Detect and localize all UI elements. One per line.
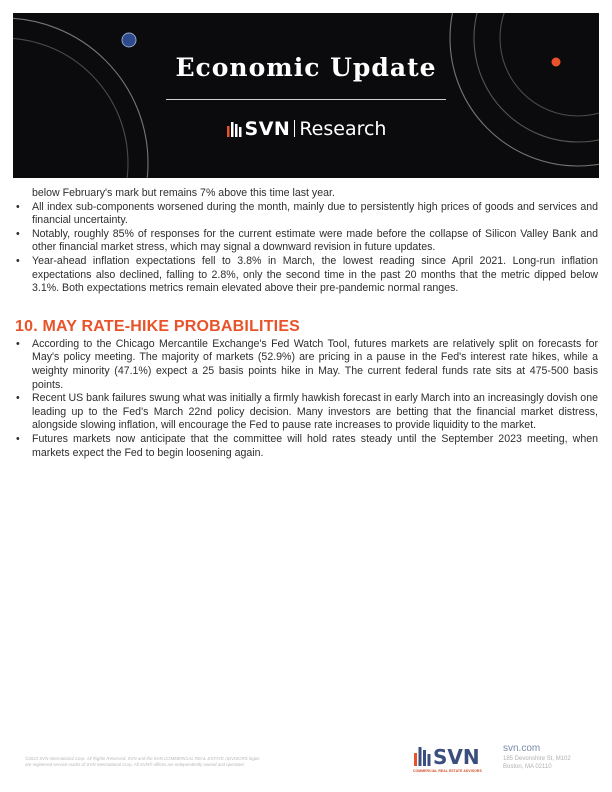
svn-logo-icon	[226, 121, 242, 137]
footer-logo-text: SVN	[433, 745, 480, 768]
page-title: Economic Update	[175, 53, 437, 82]
bullet-icon: •	[16, 200, 20, 213]
bullet-icon: •	[16, 227, 20, 240]
brand-separator	[294, 120, 295, 137]
header-banner	[13, 13, 599, 178]
section-heading: 10. MAY RATE-HIKE PROBABILITIES	[15, 317, 301, 335]
list-item: • Recent US bank failures swung what was initially a firmly hawkish forecast in early March into an increasingly dovish one leading up to the Fed's March 22nd policy decision. Many investors are betting that the financial market distress, alongside slowing inflation, will encourage the Fed to pause rate increases to provide liquidity to the market.	[16, 392, 598, 432]
bullet-icon: •	[16, 337, 20, 350]
bullet-icon: •	[16, 254, 20, 267]
title-divider	[166, 99, 446, 100]
svn-footer-logo-icon	[413, 742, 499, 768]
list-item: • Futures markets now anticipate that the committee will hold rates steady until the September 2023 meeting, when markets expect the Fed to begin loosening again.	[16, 432, 598, 459]
list-item: • Notably, roughly 85% of responses for the current estimate were made before the collapse of Silicon Valley Bank and other financial market stress, which may signal a downward revision in future updates.	[16, 227, 598, 254]
list-item: • Year-ahead inflation expectations fell to 3.8% in March, the lowest reading since April 2021. Long-run inflation expectations also declined, falling to 2.8%, only the second time in the past 20 months that the metric dipped below 3.1%. Both expectations metrics remain elevated above their pre-pandemic normal ranges.	[16, 254, 598, 295]
footer-address: 185 Devonshire St, M102 Boston, MA 02110	[503, 756, 571, 770]
list-item: • According to the Chicago Mercantile Exchange's Fed Watch Tool, futures markets are relatively split on forecasts for May's policy meeting. The majority of markets (52.9%) are pricing in a pause in the Fed's interest rate hikes, while a weighty minority (47.1%) expect a 25 basis points hike in May. The current federal funds rate sits at 475-500 basis points.	[16, 337, 598, 391]
blue-planet-icon	[122, 33, 136, 47]
footer-logo-tagline: COMMERCIAL REAL ESTATE ADVISORS	[413, 769, 482, 773]
brand-research: Research	[299, 118, 387, 140]
footer-contact	[503, 743, 571, 771]
right-orbit-ring	[450, 13, 599, 166]
section10-bullet-list	[15, 338, 598, 460]
list-item: • All index sub-components worsened during the month, mainly due to persistently high prices of goods and services and financial uncertainty.	[16, 200, 598, 227]
bullet-icon: •	[16, 392, 20, 405]
orbit-decoration	[13, 13, 599, 178]
website-link[interactable]: svn.com	[503, 743, 541, 754]
bullet-icon: •	[16, 432, 20, 445]
brand-lockup	[13, 118, 599, 140]
brand-svn: SVN	[244, 118, 291, 140]
continued-paragraph: below February's mark but remains 7% above this time last year.	[32, 187, 335, 199]
top-bullet-list	[15, 201, 598, 296]
main-content	[15, 187, 598, 460]
footer-legal: ©2023 SVN International Corp. All Rights Reserved. SVN and the SVN COMMERCIAL REAL ESTATE ADVISORS logos are registered service marks of SVN International Corp. All SVN® offices are independently owned and operated.	[25, 756, 260, 767]
